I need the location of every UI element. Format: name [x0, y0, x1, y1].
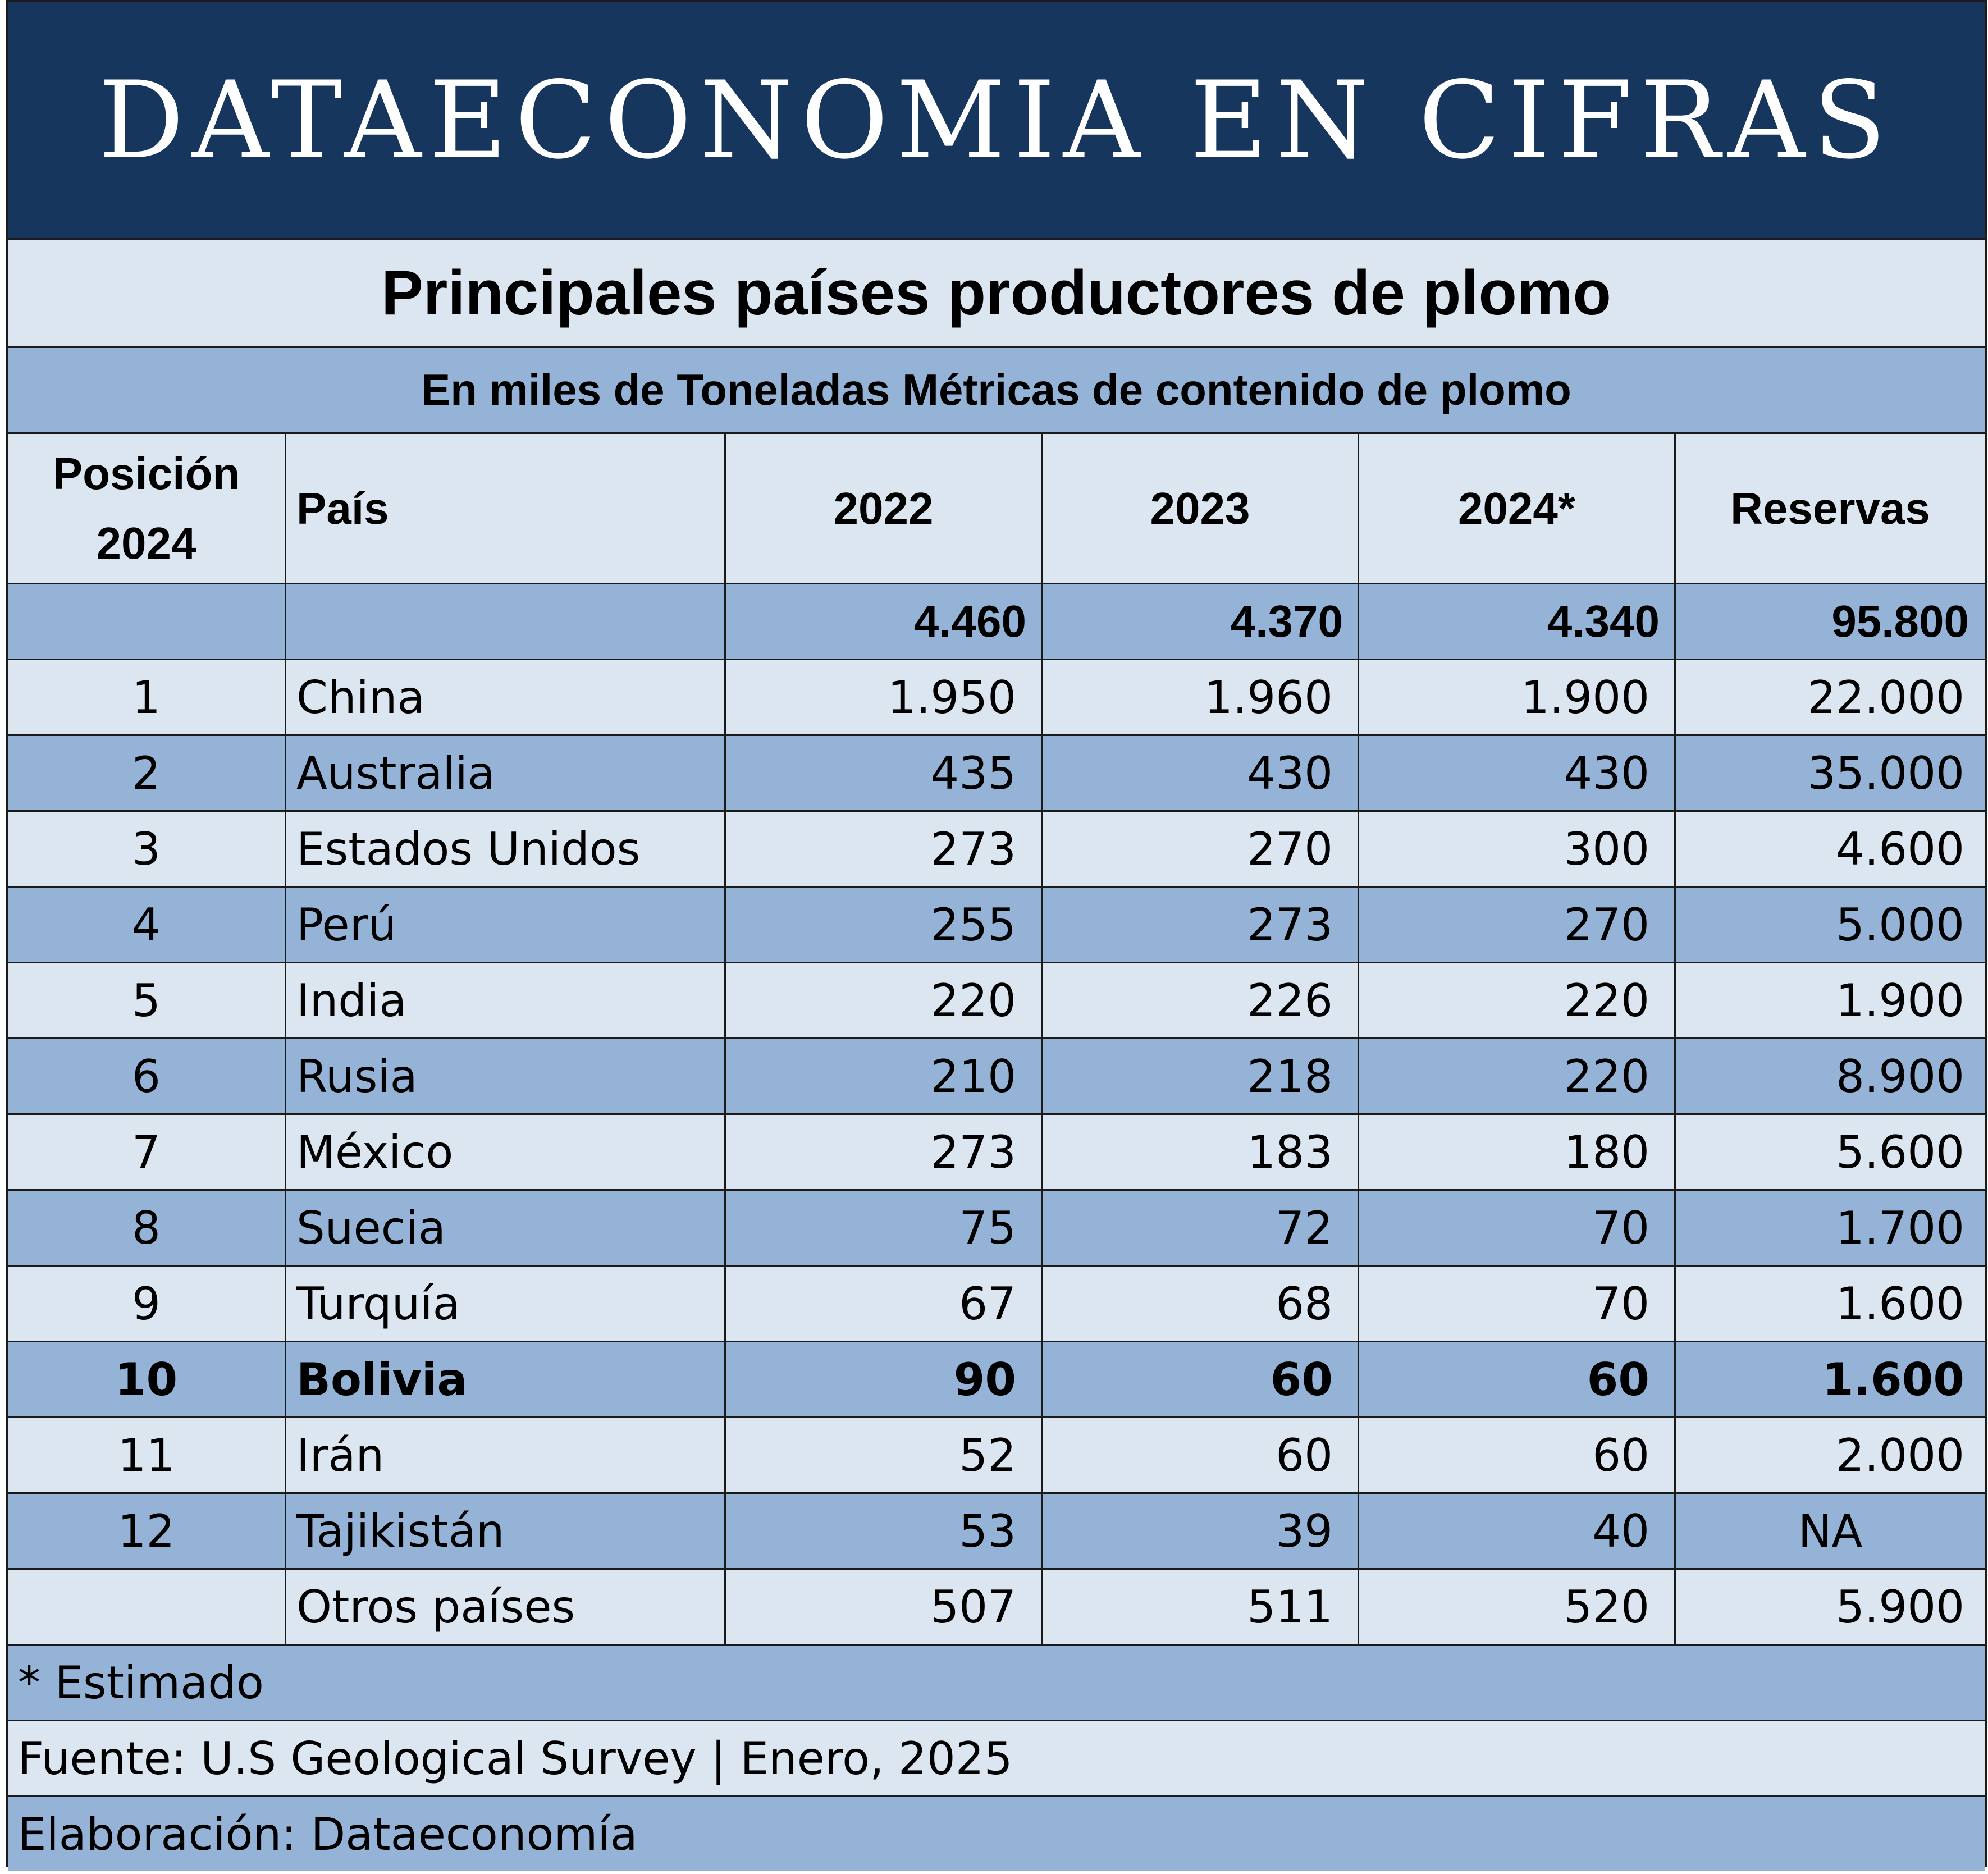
header-reserves: Reservas — [1730, 483, 1930, 533]
cell-position — [8, 1570, 286, 1644]
cell-country: Rusia — [286, 1039, 726, 1113]
cell-reserves: NA — [1798, 1505, 1863, 1557]
cell-position: 7 — [8, 1115, 286, 1189]
cell-reserves: 4.600 — [1835, 822, 1964, 875]
cell-2024: 40 — [1359, 1494, 1676, 1568]
cell-2022: 1.950 — [726, 660, 1043, 734]
cell-2024: 70 — [1359, 1267, 1676, 1341]
table-title: Principales países productores de plomo — [381, 258, 1611, 328]
cell-country: China — [286, 660, 726, 734]
table-row — [8, 734, 1985, 810]
cell-country: India — [286, 963, 726, 1037]
cell-2023: 430 — [1043, 736, 1359, 810]
total-2023: 4.370 — [1043, 584, 1359, 659]
cell-country: Otros países — [286, 1570, 726, 1644]
table-row — [8, 1416, 1985, 1492]
cell-2024: 430 — [1359, 736, 1676, 810]
cell-country: Tajikistán — [286, 1494, 726, 1568]
note-credit: Elaboración: Dataeconomía — [8, 1795, 1985, 1871]
cell-country: Irán — [286, 1418, 726, 1492]
cell-2023: 183 — [1043, 1115, 1359, 1189]
table-row — [8, 1492, 1985, 1568]
cell-2023: 226 — [1043, 963, 1359, 1037]
cell-2022: 52 — [726, 1418, 1043, 1492]
cell-position: 5 — [8, 963, 286, 1037]
lead-producers-table-card — [6, 0, 1987, 1867]
cell-reserves: 1.900 — [1835, 974, 1964, 1027]
cell-2023: 60 — [1043, 1342, 1359, 1416]
cell-country: México — [286, 1115, 726, 1189]
header-position — [8, 434, 286, 583]
table-row — [8, 1341, 1985, 1416]
header-2024: 2024* — [1359, 434, 1676, 583]
totals-row — [8, 583, 1985, 659]
cell-2022: 90 — [726, 1342, 1043, 1416]
cell-2022: 507 — [726, 1570, 1043, 1644]
cell-2023: 68 — [1043, 1267, 1359, 1341]
cell-reserves: 5.900 — [1835, 1580, 1964, 1633]
cell-2024: 60 — [1359, 1342, 1676, 1416]
cell-position: 2 — [8, 736, 286, 810]
header-banner — [8, 2, 1985, 238]
cell-2023: 270 — [1043, 812, 1359, 886]
table-row — [8, 886, 1985, 962]
cell-position: 9 — [8, 1267, 286, 1341]
cell-reserves: 2.000 — [1835, 1429, 1964, 1482]
brand-title: DATAECONOMIA EN CIFRAS — [98, 58, 1894, 182]
table-subtitle-row — [8, 346, 1985, 432]
total-reserves: 95.800 — [1831, 596, 1969, 646]
cell-2022: 273 — [726, 812, 1043, 886]
table-row — [8, 962, 1985, 1037]
cell-2024: 300 — [1359, 812, 1676, 886]
cell-2024: 180 — [1359, 1115, 1676, 1189]
cell-2023: 60 — [1043, 1418, 1359, 1492]
cell-2022: 210 — [726, 1039, 1043, 1113]
table-subtitle: En miles de Toneladas Métricas de contenido de plomo — [421, 365, 1571, 414]
table-row — [8, 1265, 1985, 1341]
table-row — [8, 1189, 1985, 1265]
cell-country: Turquía — [286, 1267, 726, 1341]
cell-reserves: 1.700 — [1835, 1201, 1964, 1254]
total-2024: 4.340 — [1359, 584, 1676, 659]
cell-position: 11 — [8, 1418, 286, 1492]
cell-2024: 220 — [1359, 1039, 1676, 1113]
note-source: Fuente: U.S Geological Survey | Enero, 2025 — [8, 1720, 1985, 1795]
cell-country: Bolivia — [286, 1342, 726, 1416]
table-row — [8, 1568, 1985, 1644]
cell-reserves: 5.600 — [1835, 1126, 1964, 1178]
cell-2023: 1.960 — [1043, 660, 1359, 734]
cell-2023: 72 — [1043, 1191, 1359, 1265]
cell-reserves: 8.900 — [1835, 1050, 1964, 1103]
table-title-row — [8, 238, 1985, 346]
cell-2024: 60 — [1359, 1418, 1676, 1492]
cell-2023: 273 — [1043, 888, 1359, 962]
cell-2022: 75 — [726, 1191, 1043, 1265]
cell-2022: 435 — [726, 736, 1043, 810]
cell-2022: 220 — [726, 963, 1043, 1037]
cell-2023: 218 — [1043, 1039, 1359, 1113]
cell-2024: 520 — [1359, 1570, 1676, 1644]
header-2022: 2022 — [726, 434, 1043, 583]
cell-position: 6 — [8, 1039, 286, 1113]
cell-2023: 39 — [1043, 1494, 1359, 1568]
cell-country: Australia — [286, 736, 726, 810]
column-header-row — [8, 432, 1985, 583]
cell-2022: 255 — [726, 888, 1043, 962]
header-2023: 2023 — [1043, 434, 1359, 583]
total-2022: 4.460 — [726, 584, 1043, 659]
cell-2024: 220 — [1359, 963, 1676, 1037]
table-row — [8, 1037, 1985, 1113]
cell-2022: 67 — [726, 1267, 1043, 1341]
table-row — [8, 810, 1985, 886]
cell-reserves: 5.000 — [1835, 898, 1964, 951]
header-position-line1: Posición — [52, 448, 240, 499]
table-row — [8, 1113, 1985, 1189]
cell-reserves: 1.600 — [1835, 1277, 1964, 1330]
table-row — [8, 659, 1985, 734]
cell-reserves: 22.000 — [1807, 671, 1964, 724]
cell-position: 12 — [8, 1494, 286, 1568]
cell-2024: 270 — [1359, 888, 1676, 962]
cell-2022: 273 — [726, 1115, 1043, 1189]
total-country-cell — [286, 584, 726, 659]
cell-position: 10 — [8, 1342, 286, 1416]
cell-country: Perú — [286, 888, 726, 962]
cell-position: 8 — [8, 1191, 286, 1265]
cell-2024: 1.900 — [1359, 660, 1676, 734]
cell-reserves: 35.000 — [1807, 747, 1964, 799]
note-estimated: * Estimado — [8, 1644, 1985, 1720]
cell-position: 3 — [8, 812, 286, 886]
cell-country: Suecia — [286, 1191, 726, 1265]
cell-reserves: 1.600 — [1822, 1353, 1964, 1406]
header-position-line2: 2024 — [96, 518, 196, 568]
cell-2022: 53 — [726, 1494, 1043, 1568]
cell-position: 1 — [8, 660, 286, 734]
header-country: País — [286, 434, 726, 583]
cell-2023: 511 — [1043, 1570, 1359, 1644]
cell-country: Estados Unidos — [286, 812, 726, 886]
cell-2024: 70 — [1359, 1191, 1676, 1265]
cell-position: 4 — [8, 888, 286, 962]
total-position-cell — [8, 584, 286, 659]
